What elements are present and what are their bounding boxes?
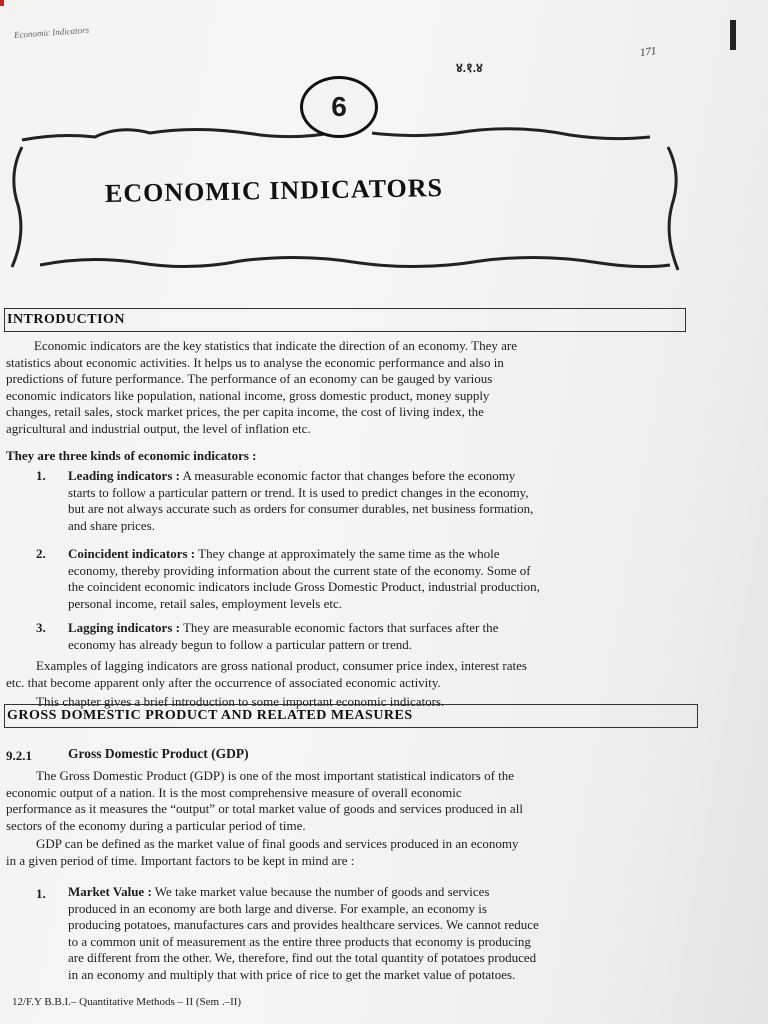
list-item-coincident <box>68 546 688 612</box>
text-line: We take market value because the number of goods and services <box>151 884 490 899</box>
text-line: performance as it measures the “output” or total market value of goods and services produced in all <box>6 801 523 816</box>
text-line: economic indicators like population, national income, gross domestic product, money supply <box>6 387 490 403</box>
intro-paragraph <box>6 338 686 437</box>
red-mark <box>0 0 4 6</box>
text-line: in a given period of time. Important factors to be kept in mind are : <box>6 852 355 868</box>
term-market-value: Market Value : <box>68 884 152 899</box>
text-line: in an economy and multiply that with price of rice to get the market value of potatoes. <box>68 966 516 982</box>
text-line: statistics about economic activities. It helps us to analyse the economic performance and also in <box>6 354 504 370</box>
text-line: the coincident economic indicators include Gross Domestic Product, industrial production, <box>68 579 540 594</box>
list-item-leading <box>68 468 688 534</box>
text-line: A measurable economic factor that changes before the economy <box>179 468 516 483</box>
text-line: starts to follow a particular pattern or trend. It is used to predict changes in the economy, <box>68 484 529 500</box>
text-line: economy, thereby providing information about the current state of the economy. Some of <box>68 562 531 578</box>
text-line: GDP can be defined as the market value of final goods and services produced in an economy <box>36 836 519 851</box>
lagging-examples-paragraph <box>6 658 696 691</box>
text-line: economy has already begun to follow a particular pattern or trend. <box>68 636 413 652</box>
handwritten-page-number: 171 <box>639 44 658 60</box>
text-line: to a common unit of measurement as the entire three products that economy is producing <box>68 933 531 949</box>
gdp-paragraph-2 <box>6 836 698 869</box>
text-line: and share prices. <box>68 517 155 533</box>
text-line: Examples of lagging indicators are gross national product, consumer price index, interest rates <box>36 658 527 673</box>
gdp-paragraph-1 <box>6 768 698 834</box>
term-leading: Leading indicators : <box>68 468 180 483</box>
page-edge-shadow <box>730 20 736 50</box>
term-lagging: Lagging indicators : <box>68 620 180 635</box>
text-line: etc. that become apparent only after the occurrence of associated economic activity. <box>6 674 441 690</box>
chapter-intro-sentence: This chapter gives a brief introduction to some important economic indicators. <box>36 694 445 709</box>
list-item-market-value <box>68 884 704 983</box>
text-line: producing potatoes, manufactures cars and provides healthcare services. We cannot reduce <box>68 917 539 932</box>
list-number: 2. <box>36 546 46 561</box>
gdp-heading-box <box>4 704 698 728</box>
intro-heading: INTRODUCTION <box>7 312 126 327</box>
text-line: changes, retail sales, stock market prices, the per capita income, the cost of living index, the <box>6 404 484 419</box>
text-line: Economic indicators are the key statistics that indicate the direction of an economy. They are <box>34 338 517 353</box>
text-line: but are not always accurate such as orders for consumer durables, net business formation, <box>68 501 534 516</box>
text-line: are different from the other. We, therefore, find out the total quantity of potatoes produced <box>68 950 537 965</box>
text-line: sectors of the economy during a particular period of time. <box>6 817 306 833</box>
chapter-title: ECONOMIC INDICATORS <box>104 173 444 208</box>
text-line: produced in an economy are both large and diverse. For example, an economy is <box>68 900 487 916</box>
page-footer: 12/F.Y B.B.I.– Quantitative Methods – II (Sem .–II) <box>12 996 242 1008</box>
text-line: They change at approximately the same time as the whole <box>195 546 500 561</box>
gdp-section-heading: GROSS DOMESTIC PRODUCT AND RELATED MEASURES <box>7 708 413 723</box>
intro-heading-box <box>4 308 686 332</box>
list-number: 3. <box>36 620 46 635</box>
text-line: agricultural and industrial output, the level of inflation etc. <box>6 420 311 436</box>
marathi-page-mark: ४.१.४ <box>456 60 483 75</box>
list-item-lagging <box>68 620 688 653</box>
text-line: The Gross Domestic Product (GDP) is one of the most important statistical indicators of the <box>36 768 515 783</box>
term-coincident: Coincident indicators : <box>68 546 196 561</box>
text-line: They are measurable economic factors that surfaces after the <box>179 620 499 635</box>
list-number: 1. <box>36 468 46 483</box>
subsection-number: 9.2.1 <box>6 748 32 763</box>
text-line: predictions of future performance. The performance of an economy can be gauged by various <box>6 371 493 386</box>
text-line: personal income, retail sales, employment levels etc. <box>68 595 342 611</box>
running-head: Economic Indicators <box>13 24 90 40</box>
text-line: economic output of a nation. It is the most comprehensive measure of overall economic <box>6 784 462 800</box>
list-number: 1. <box>36 886 46 901</box>
kinds-heading: They are three kinds of economic indicators : <box>6 448 257 463</box>
chapter-number: 6 <box>331 91 347 122</box>
subsection-title: Gross Domestic Product (GDP) <box>68 746 249 761</box>
chapter-number-badge <box>300 76 378 138</box>
